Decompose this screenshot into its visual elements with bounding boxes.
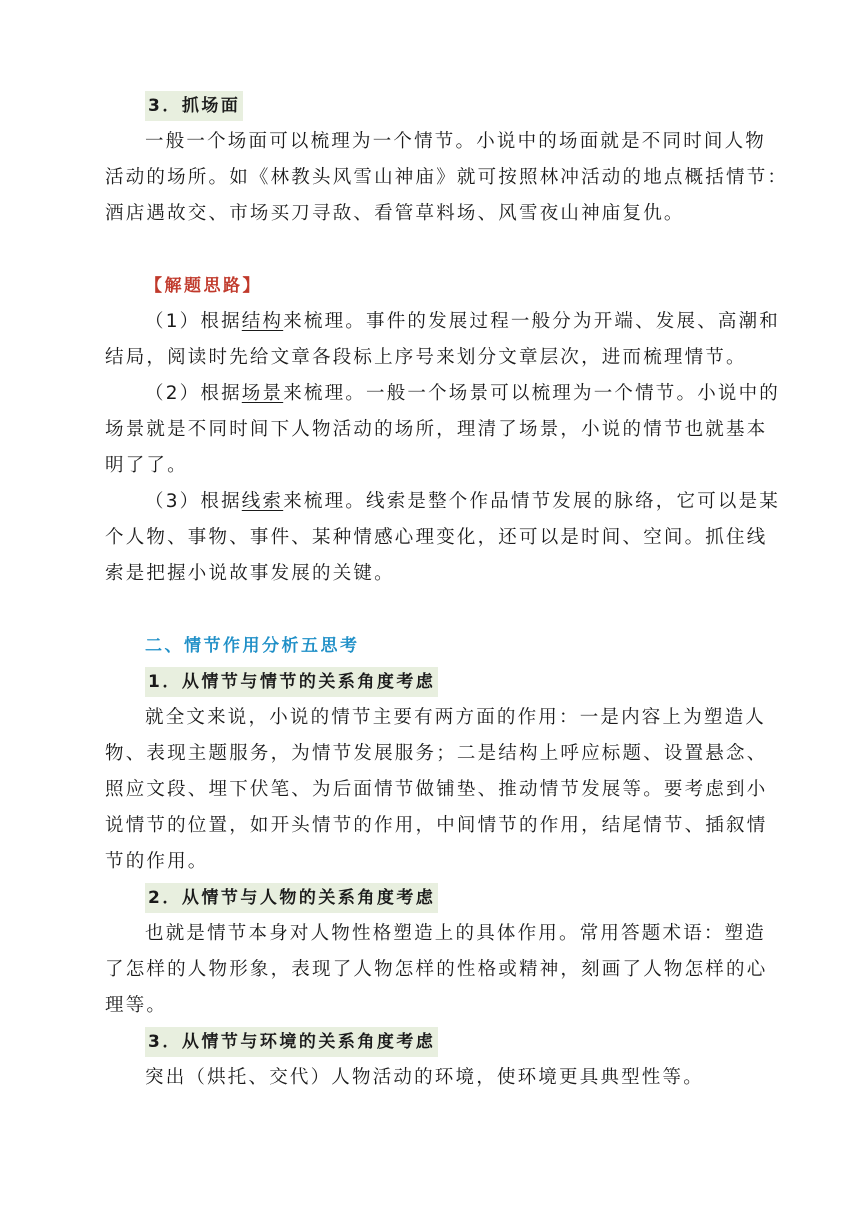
tips-heading-row	[105, 268, 753, 304]
paragraph-line: 个人物、事物、事件、某种情感心理变化，还可以是时间、空间。抓住线	[105, 527, 768, 548]
paragraph-line: 活动的场所。如《林教头风雪山神庙》就可按照林冲活动的地点概括情节：	[105, 167, 789, 188]
spacer	[105, 232, 753, 268]
tip-keyword: 结构	[241, 311, 284, 332]
paragraph-line: 了怎样的人物形象，表现了人物怎样的性格或精神，刻画了人物怎样的心	[105, 959, 768, 980]
tip-text: 来梳理。事件的发展过程一般分为开端、发展、高潮和	[283, 311, 780, 332]
tip-prefix: （2）根据	[145, 383, 242, 404]
tip-item-2	[105, 376, 780, 412]
tip-item-3	[105, 484, 780, 520]
paragraph-line: 一般一个场面可以梳理为一个情节。小说中的场面就是不同时间人物	[145, 131, 767, 152]
paragraph-line: 物、表现主题服务，为情节发展服务；二是结构上呼应标题、设置悬念、	[105, 743, 768, 764]
subsection-heading-row	[105, 664, 753, 700]
paragraph-line: 明了了。	[105, 455, 188, 476]
paragraph-line: 节的作用。	[105, 851, 209, 872]
paragraph-line: 理等。	[105, 995, 168, 1016]
section-heading: 3．抓场面	[145, 91, 243, 121]
subsection-heading: 1．从情节与情节的关系角度考虑	[145, 667, 438, 697]
tip-prefix: （1）根据	[145, 311, 242, 332]
tip-item-1	[105, 304, 780, 340]
document-page	[105, 88, 789, 1096]
paragraph-line: 索是把握小说故事发展的关键。	[105, 563, 395, 584]
tip-keyword: 线索	[241, 491, 284, 512]
subsection-heading: 3．从情节与环境的关系角度考虑	[145, 1027, 438, 1057]
paragraph-line: 场景就是不同时间下人物活动的场所，理清了场景，小说的情节也就基本	[105, 419, 768, 440]
tip-prefix: （3）根据	[145, 491, 242, 512]
subsection-heading: 2．从情节与人物的关系角度考虑	[145, 883, 438, 913]
subsection-heading-row	[105, 1024, 753, 1060]
tip-text: 来梳理。一般一个场景可以梳理为一个情节。小说中的	[283, 383, 780, 404]
subsection-heading-row	[105, 880, 753, 916]
tip-text: 来梳理。线索是整个作品情节发展的脉络，它可以是某	[283, 491, 780, 512]
spacer	[105, 592, 753, 628]
paragraph-line: 照应文段、埋下伏笔、为后面情节做铺垫、推动情节发展等。要考虑到小	[105, 779, 768, 800]
paragraph-line: 突出（烘托、交代）人物活动的环境，使环境更具典型性等。	[145, 1067, 704, 1088]
section-heading-row	[105, 88, 753, 124]
paragraph-line: 就全文来说，小说的情节主要有两方面的作用：一是内容上为塑造人	[145, 707, 767, 728]
tips-heading: 【解题思路】	[145, 276, 262, 296]
paragraph-line: 说情节的位置，如开头情节的作用，中间情节的作用，结尾情节、插叙情	[105, 815, 768, 836]
paragraph-line: 也就是情节本身对人物性格塑造上的具体作用。常用答题术语：塑造	[145, 923, 767, 944]
paragraph-line: 酒店遇故交、市场买刀寻敌、看管草料场、风雪夜山神庙复仇。	[105, 203, 685, 224]
part-heading-row	[105, 628, 753, 664]
part-heading: 二、情节作用分析五思考	[145, 636, 360, 656]
tip-keyword: 场景	[241, 383, 284, 404]
paragraph-line: 结局，阅读时先给文章各段标上序号来划分文章层次，进而梳理情节。	[105, 347, 747, 368]
